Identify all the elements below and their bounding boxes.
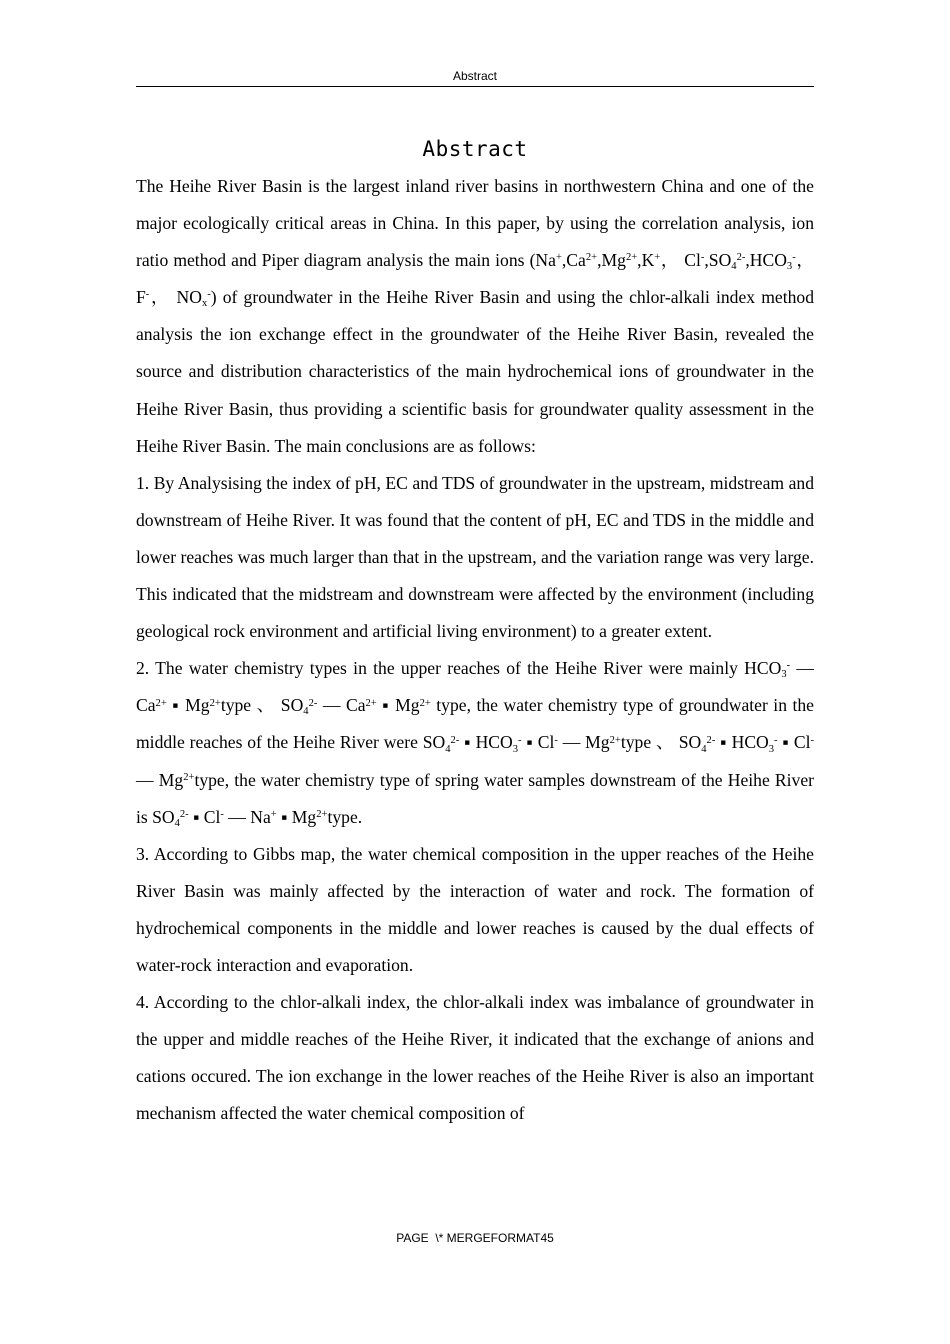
intro-paragraph: The Heihe River Basin is the largest inland river basins in northwestern China and one of the major ecologically critical areas in China. In this paper, by using the correlation analysis, ion ratio method and Piper diagram analysis the main ions ($Na^+,Ca^{2+},Mg^{2+},K^+$， $Cl^-,SO_4^{2-},HCO_3^-$， F-， $NO_x^-$) of groundwater in the Heihe River Basin and using the chlor-alkali index method analysis the ion exchange effect in the groundwater of the Heihe River Basin, revealed the source and distribution characteristics of the main hydrochemical ions of groundwater in the Heihe River Basin, thus providing a scientific basis for groundwater quality assessment in the Heihe River Basin. The main conclusions are as follows: [136, 176, 815, 456]
conclusion-4: 4. According to the chlor-alkali index, the chlor-alkali index was imbalance of groundwater in the upper and middle reaches of the Heihe River, it indicated that the exchange of anions and cations occured. The ion exchange in the lower reaches of the Heihe River is also an important mechanism affected the water chemical composition of [136, 992, 814, 1124]
abstract-body [136, 168, 814, 1132]
running-header: Abstract [452, 69, 497, 83]
conclusion-1: 1. By Analysising the index of pH, EC and TDS of groundwater in the upstream, midstream and downstream of Heihe River. It was found that the content of pH, EC and TDS in the middle and lower reaches was much larger than that in the upstream, and the variation range was very large. This indicated that the midstream and downstream were affected by the environment (including geological rock environment and artificial living environment) to a greater extent. [136, 472, 814, 642]
conclusion-3: 3. According to Gibbs map, the water chemical composition in the upper reaches of the Heihe River Basin was mainly affected by the interaction of water and rock. The formation of hydrochemical components in the middle and lower reaches is caused by the dual effects of water-rock interaction and evaporation. [136, 843, 814, 975]
conclusion-2: 2. The water chemistry types in the upper reaches of the Heihe River were mainly $HCO_3^-$ — $Ca^{2+}$ ▪ $Mg^{2+}type$ 、 $SO_4^{2-}$ — $Ca^{2+}$ ▪ $Mg^{2+}$ type, the water chemistry type of groundwater in the middle reaches of the Heihe River were $SO_4^{2-}$ ▪ $HCO_3^-$ ▪ Cl- — $Mg^{2+}type$ 、 $SO_4^{2-}$ ▪ $HCO_3^-$ ▪ Cl- — $Mg^{2+}type$, the water chemistry type of spring water samples downstream of the Heihe River is $SO_4^{2-}$ ▪ Cl- — Na+ ▪ $Mg^{2+}type$. [136, 658, 815, 829]
abstract-title: Abstract [422, 137, 528, 161]
page-number-field: PAGE \* MERGEFORMAT45 [396, 1231, 554, 1245]
header-divider [136, 86, 814, 87]
